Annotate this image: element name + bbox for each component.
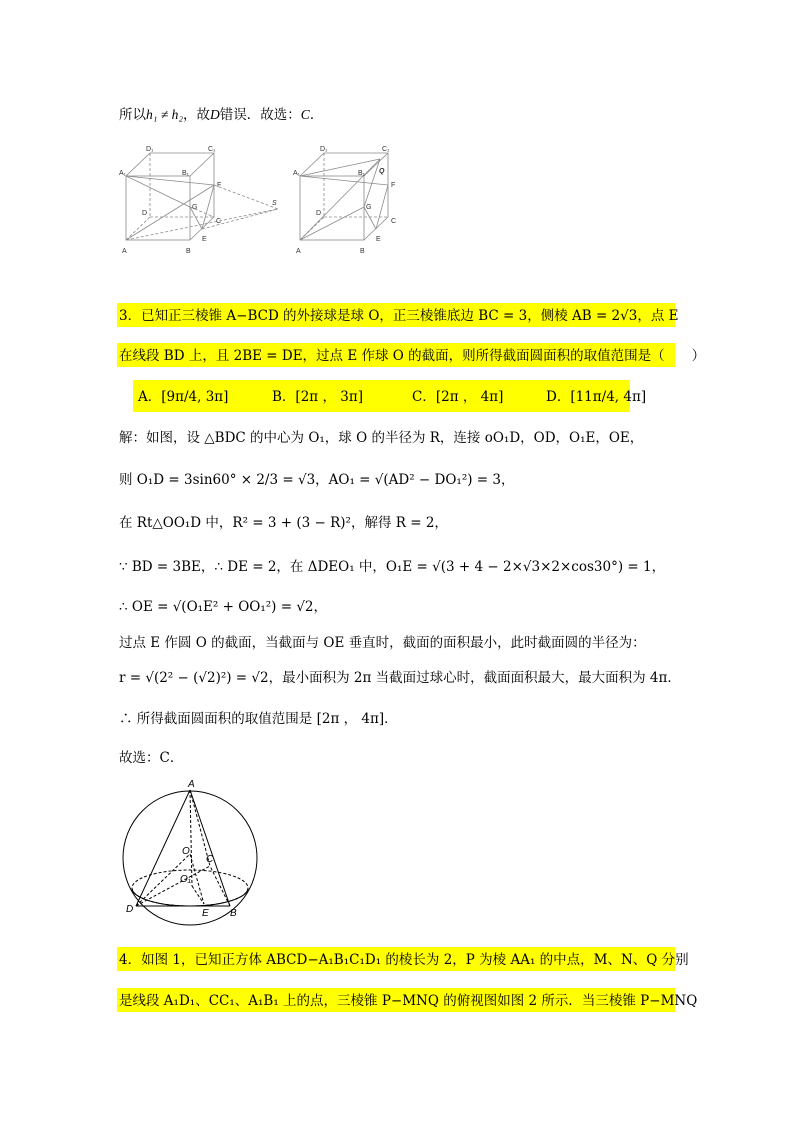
sphere-figure [118, 778, 278, 928]
q3-line2: 在线段 BD 上，且 2BE = DE，过点 E 作球 O 的截面，则所得截面圆面积的取值范围是（ ） [119, 348, 706, 364]
svg-text:C: C [206, 854, 214, 865]
svg-text:E: E [376, 236, 381, 243]
svg-text:D₁: D₁ [320, 146, 328, 153]
svg-text:C: C [391, 218, 397, 225]
svg-text:B: B [360, 248, 365, 255]
q3-line1: 3．已知正三棱锥 A−BCD 的外接球是球 O，正三棱锥底边 BC = 3，侧棱 AB = 2√3，点 E [119, 308, 679, 324]
q3-option-d[interactable]: D．[11π/4, 4π] [546, 389, 647, 405]
prev-conclusion-line: 所以h₁ ≠ h₂，故D错误．故选：C． [119, 107, 324, 123]
q4-line2: 是线段 A₁D₁、CC₁、A₁B₁ 上的点，三棱锥 P−MNQ 的俯视图如图 2 所示．当三棱锥 P−MNQ [119, 993, 698, 1009]
q4-line1: 4．如图 1，已知正方体 ABCD−A₁B₁C₁D₁ 的棱长为 2，P 为棱 AA₁ 的中点，M、N、Q 分别 [119, 952, 689, 968]
svg-text:A: A [296, 248, 301, 255]
solution-line-6: 过点 E 作圆 O 的截面，当截面与 OE 垂直时，截面的面积最小，此时截面圆的半径为： [119, 635, 646, 651]
q3-option-b[interactable]: B．[2π ， 3π] [272, 389, 363, 405]
svg-text:D₁: D₁ [146, 146, 154, 153]
cube-figures [118, 145, 418, 265]
svg-text:D: D [316, 210, 322, 217]
solution-line-1: 解：如图，设 △BDC 的中心为 O₁，球 O 的半径为 R，连接 oO₁D，OD，O₁E，OE， [119, 430, 644, 446]
svg-text:D: D [126, 904, 134, 915]
solution-line-3: 在 Rt△OO₁D 中，R² = 3 + (3 − R)²，解得 R = 2， [119, 515, 448, 531]
svg-text:B: B [230, 908, 237, 919]
solution-line-5: ∴ OE = √(O₁E² + OO₁²) = √2， [119, 599, 328, 615]
solution-line-8: ∴ 所得截面圆面积的取值范围是 [2π ， 4π]． [119, 711, 398, 727]
svg-text:B: B [186, 248, 191, 255]
svg-text:A: A [122, 248, 127, 255]
solution-line-4: ∵ BD = 3BE，∴ DE = 2，在 ΔDEO₁ 中，O₁E = √(3 + 4 − 2×√3×2×cos30°) = 1， [119, 559, 666, 575]
svg-text:E: E [202, 908, 209, 919]
svg-text:O₁: O₁ [180, 874, 191, 885]
svg-text:Q: Q [379, 168, 385, 175]
svg-text:A: A [188, 779, 195, 790]
svg-text:C₁: C₁ [208, 146, 216, 153]
svg-text:O: O [182, 846, 190, 857]
solution-line-7: r = √(2² − (√2)²) = √2，最小面积为 2π 当截面过球心时，截面面积最大，最大面积为 4π． [119, 670, 681, 686]
q3-option-c[interactable]: C．[2π ， 4π] [412, 389, 504, 405]
svg-text:C₁: C₁ [382, 146, 390, 153]
svg-text:B₁: B₁ [182, 170, 190, 177]
svg-text:G: G [192, 204, 198, 211]
svg-text:E: E [202, 236, 207, 243]
svg-text:F: F [391, 182, 396, 189]
svg-text:S: S [272, 200, 277, 207]
solution-line-9: 故选：C． [119, 750, 184, 766]
svg-text:B₁: B₁ [358, 170, 366, 177]
svg-text:C: C [216, 218, 222, 225]
q3-option-a[interactable]: A．[9π/4, 3π] [138, 389, 229, 405]
svg-text:A₁: A₁ [119, 170, 127, 177]
svg-text:A₁: A₁ [293, 170, 301, 177]
svg-text:F: F [217, 182, 222, 189]
svg-text:D: D [142, 210, 148, 217]
solution-line-2: 则 O₁D = 3sin60° × 2/3 = √3，AO₁ = √(AD² − DO₁²) = 3， [119, 472, 515, 488]
svg-text:G: G [366, 204, 372, 211]
